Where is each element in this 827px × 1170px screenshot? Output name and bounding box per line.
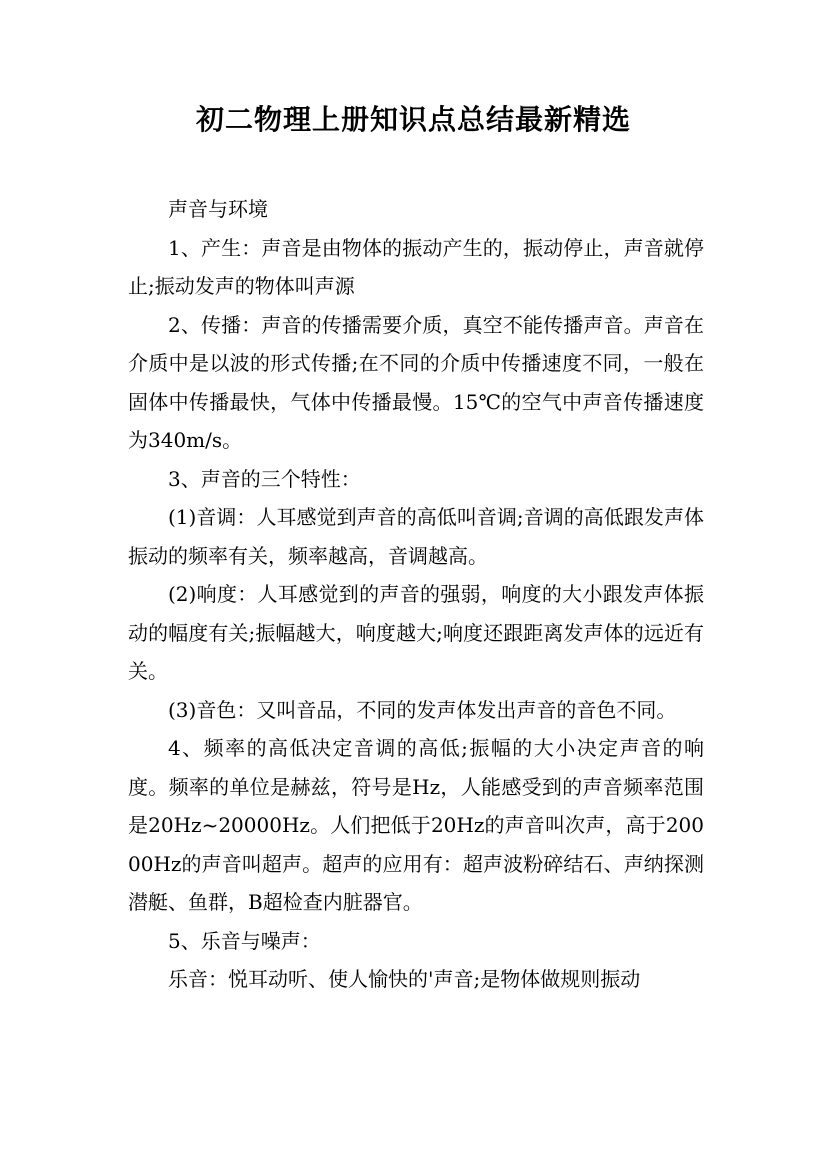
paragraph: 5、乐音与噪声： (168, 928, 321, 953)
document-title: 初二物理上册知识点总结最新精选 (195, 103, 631, 136)
document-body (128, 190, 704, 999)
paragraph: 乐音：悦耳动听、使人愉快的'声音;是物体做规则振动 (168, 967, 641, 991)
paragraph: (2)响度：人耳感觉到的声音的强弱，响度的大小跟发声体振动的幅度有关;振幅越大，响度越大;响度还跟距离发声体的远近有关。 (128, 582, 704, 683)
section-heading: 声音与环境 (168, 197, 268, 221)
paragraph: 1、产生：声音是由物体的振动产生的，振动停止，声音就停止;振动发声的物体叫声源 (128, 235, 704, 298)
paragraph: (3)音色：又叫音品，不同的发声体发出声音的音色不同。 (168, 697, 677, 722)
paragraph: 3、声音的三个特性： (168, 466, 361, 491)
paragraph: (1)音调：人耳感觉到声音的高低叫音调;音调的高低跟发声体振动的频率有关，频率越高，音调越高。 (128, 505, 704, 568)
paragraph: 2、传播：声音的传播需要介质，真空不能传播声音。声音在介质中是以波的形式传播;在不同的介质中传播速度不同，一般在固体中传播最快，气体中传播最慢。15℃的空气中声音传播速度为340m/s。 (128, 312, 704, 452)
paragraph: 4、频率的高低决定音调的高低;振幅的大小决定声音的响度。频率的单位是赫兹，符号是Hz，人能感受到的声音频率范围是20Hz~20000Hz。人们把低于20Hz的声音叫次声，高于20000Hz的声音叫超声。超声的应用有：超声波粉碎结石、声纳探测潜艇、鱼群，B超检查内脏器官。 (128, 736, 704, 914)
